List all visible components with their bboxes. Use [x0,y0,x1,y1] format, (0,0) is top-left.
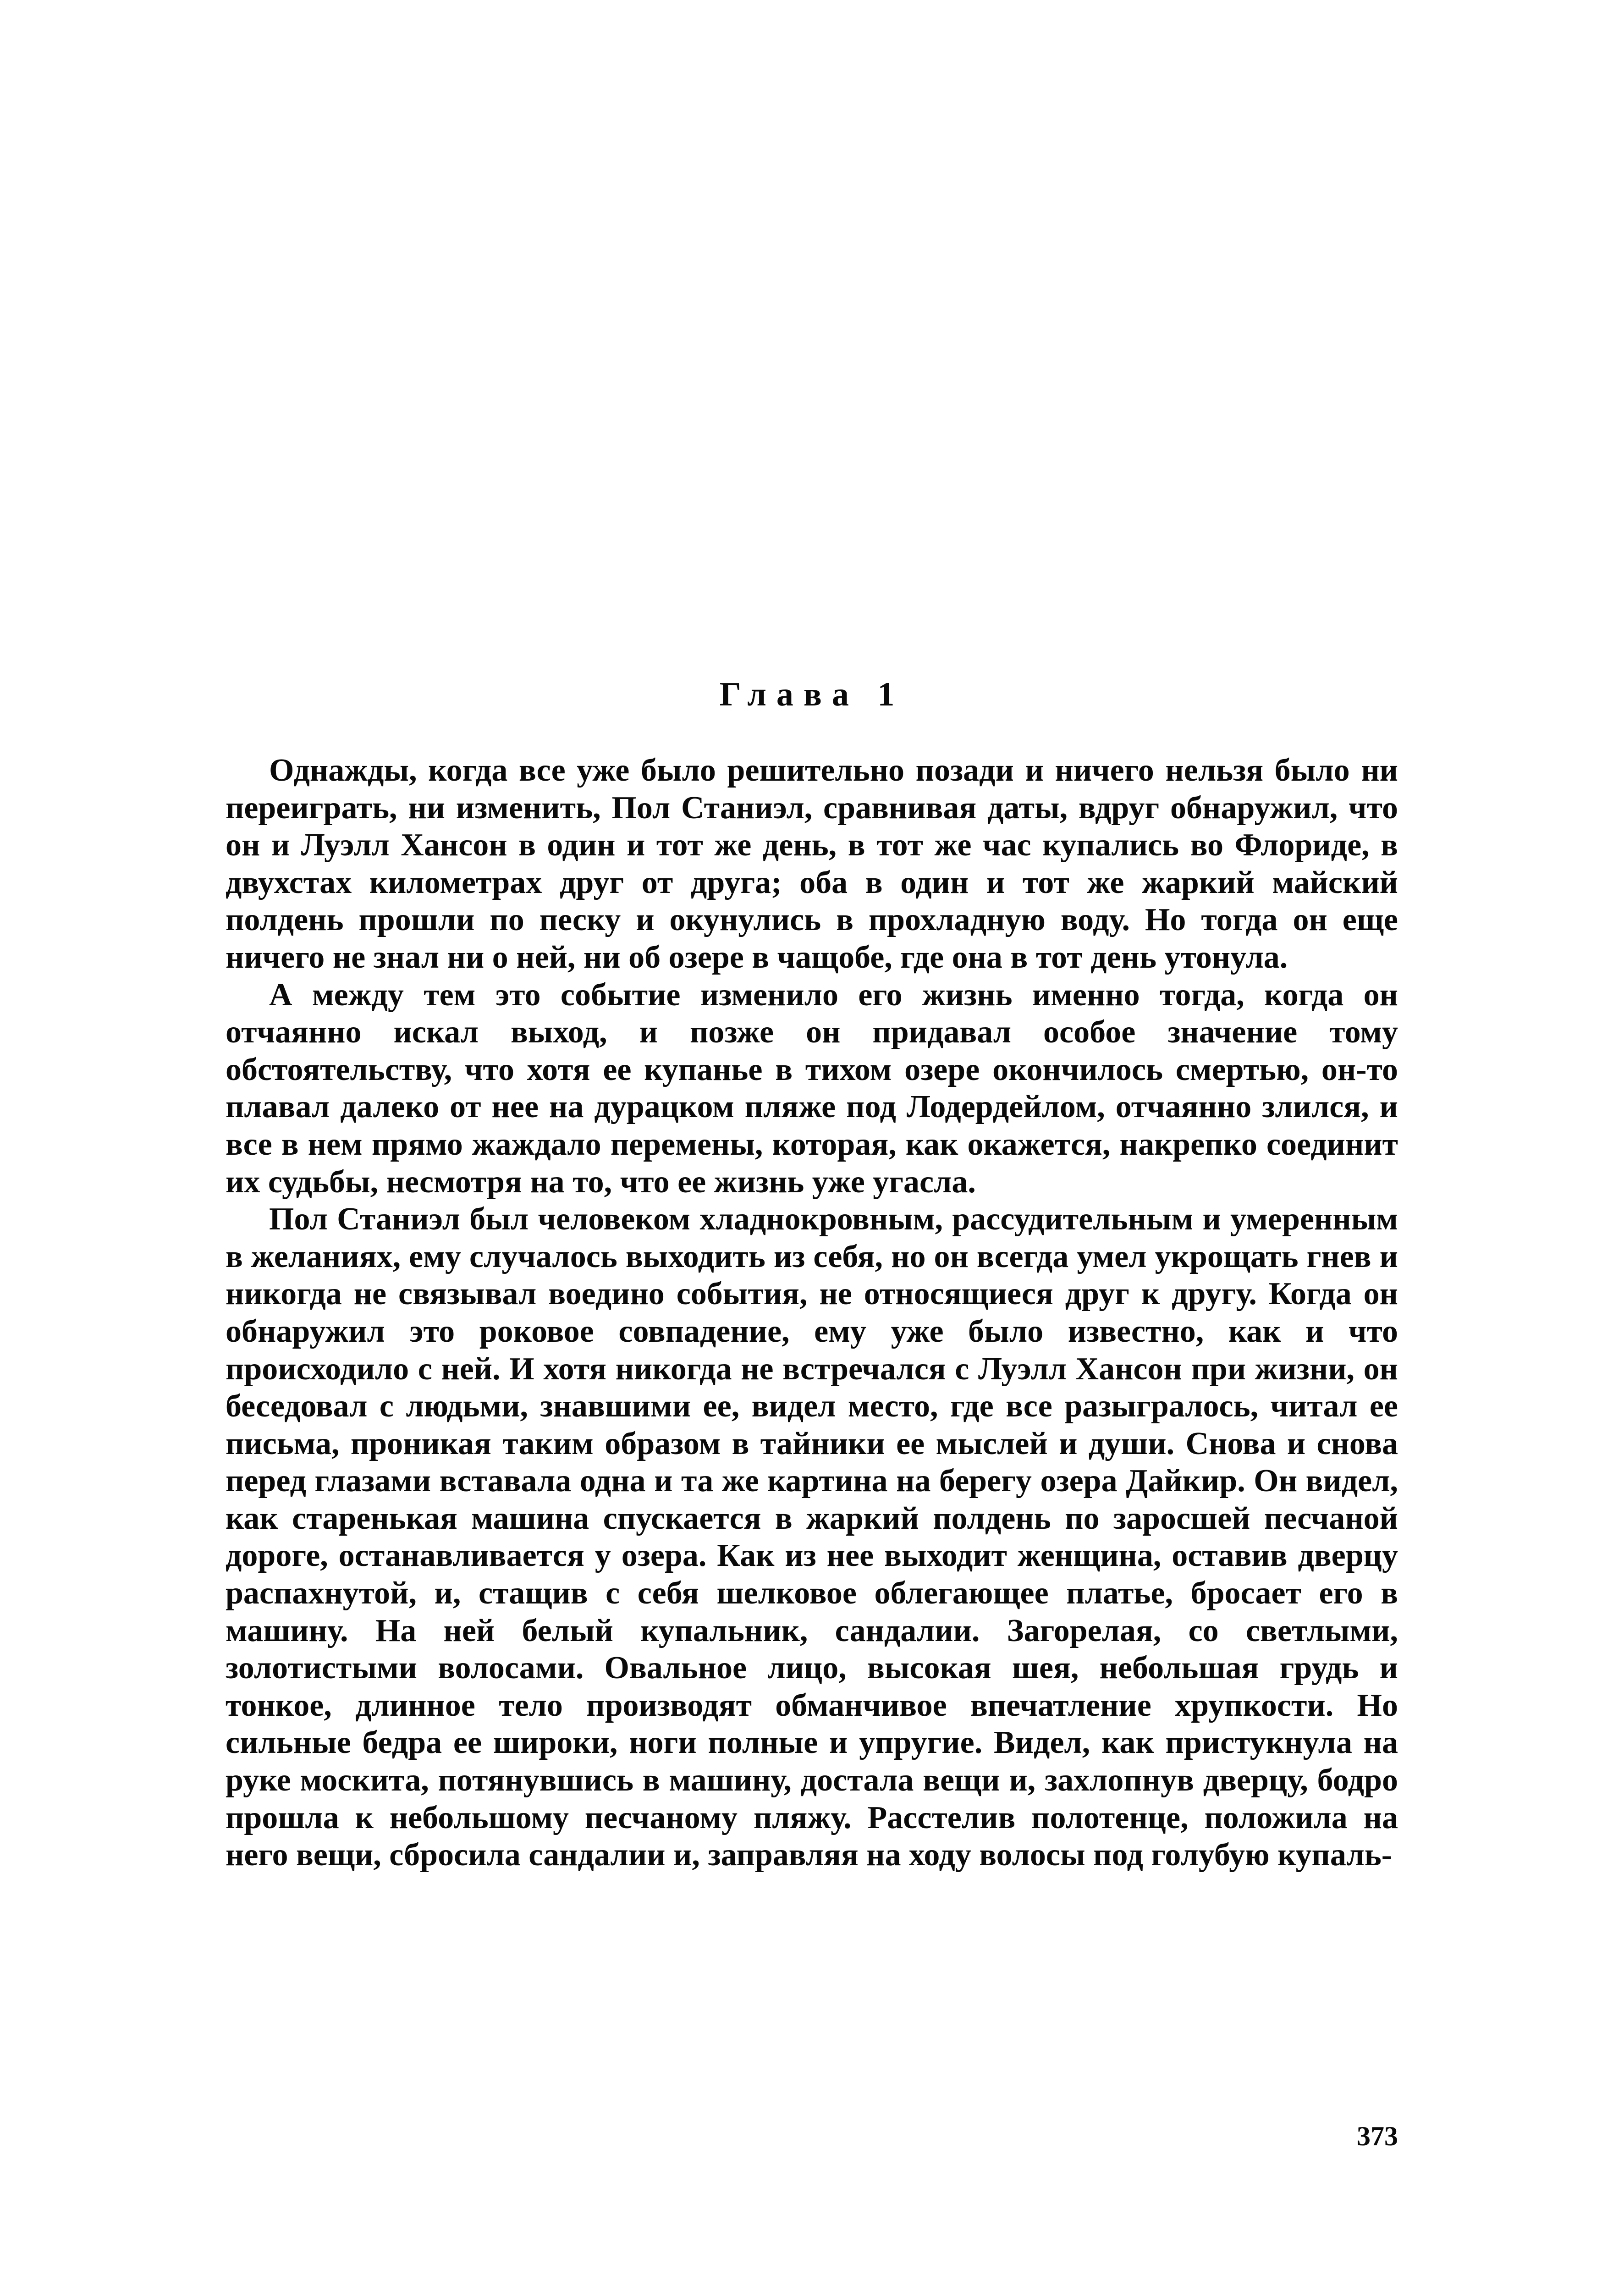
paragraph: Пол Станиэл был человеком хладнокровным, рассудительным и умеренным в желаниях, ему случалось выходить из себя, но он всегда умел укрощать гнев и никогда не связывал воедино события, не относящиеся друг к другу. Когда он обнаружил это роковое совпадение, ему уже было известно, как и что происходило с ней. И хотя никогда не встречался с Луэлл Хансон при жизни, он беседовал с людьми, знавшими ее, видел место, где все разыгралось, читал ее письма, проникая таким образом в тайники ее мыслей и души. Снова и снова перед глазами вставала одна и та же картина на берегу озера Дайкир. Он видел, как старенькая машина спускается в жаркий полдень по заросшей песчаной дороге, останавливается у озера. Как из нее выходит женщина, оставив дверцу распахнутой, и, стащив с себя шелковое облегающее платье, бросает его в машину. На ней белый купальник, сандалии. Загорелая, со светлыми, золотистыми волосами. Овальное лицо, высокая шея, небольшая грудь и тонкое, длинное тело производят обманчивое впечатление хрупкости. Но сильные бедра ее широки, ноги полные и упругие. Видел, как пристукнула на руке москита, потянувшись в машину, достала вещи и, захлопнув дверцу, бодро прошла к небольшому песчаному пляжу. Расстелив полотенце, положила на него вещи, сбросила сандалии и, заправляя на ходу волосы под голубую купаль- [226,1201,1398,1873]
page-number: 373 [1357,2121,1398,2151]
paragraph: А между тем это событие изменило его жизнь именно тогда, когда он отчаянно искал выход, и позже он придавал особое значение тому обстоятельству, что хотя ее купанье в тихом озере окончилось смертью, он-то плавал далеко от нее на дурацком пляже под Лодердейлом, отчаянно злился, и все в нем прямо жаждало перемены, которая, как окажется, накрепко соединит их судьбы, несмотря на то, что ее жизнь уже угасла. [226,977,1398,1200]
paragraph: Однажды, когда все уже было решительно позади и ничего нельзя было ни переиграть, ни изменить, Пол Станиэл, сравнивая даты, вдруг обнаружил, что он и Луэлл Хансон в один и тот же день, в тот же час купались во Флориде, в двухстах километрах друг от друга; оба в один и тот же жаркий майский полдень прошли по песку и окунулись в прохладную воду. Но тогда он еще ничего не знал ни о ней, ни об озере в чащобе, где она в тот день утонула. [226,753,1398,975]
chapter-body [226,752,1398,1874]
chapter-title: Глава 1 [719,676,905,713]
